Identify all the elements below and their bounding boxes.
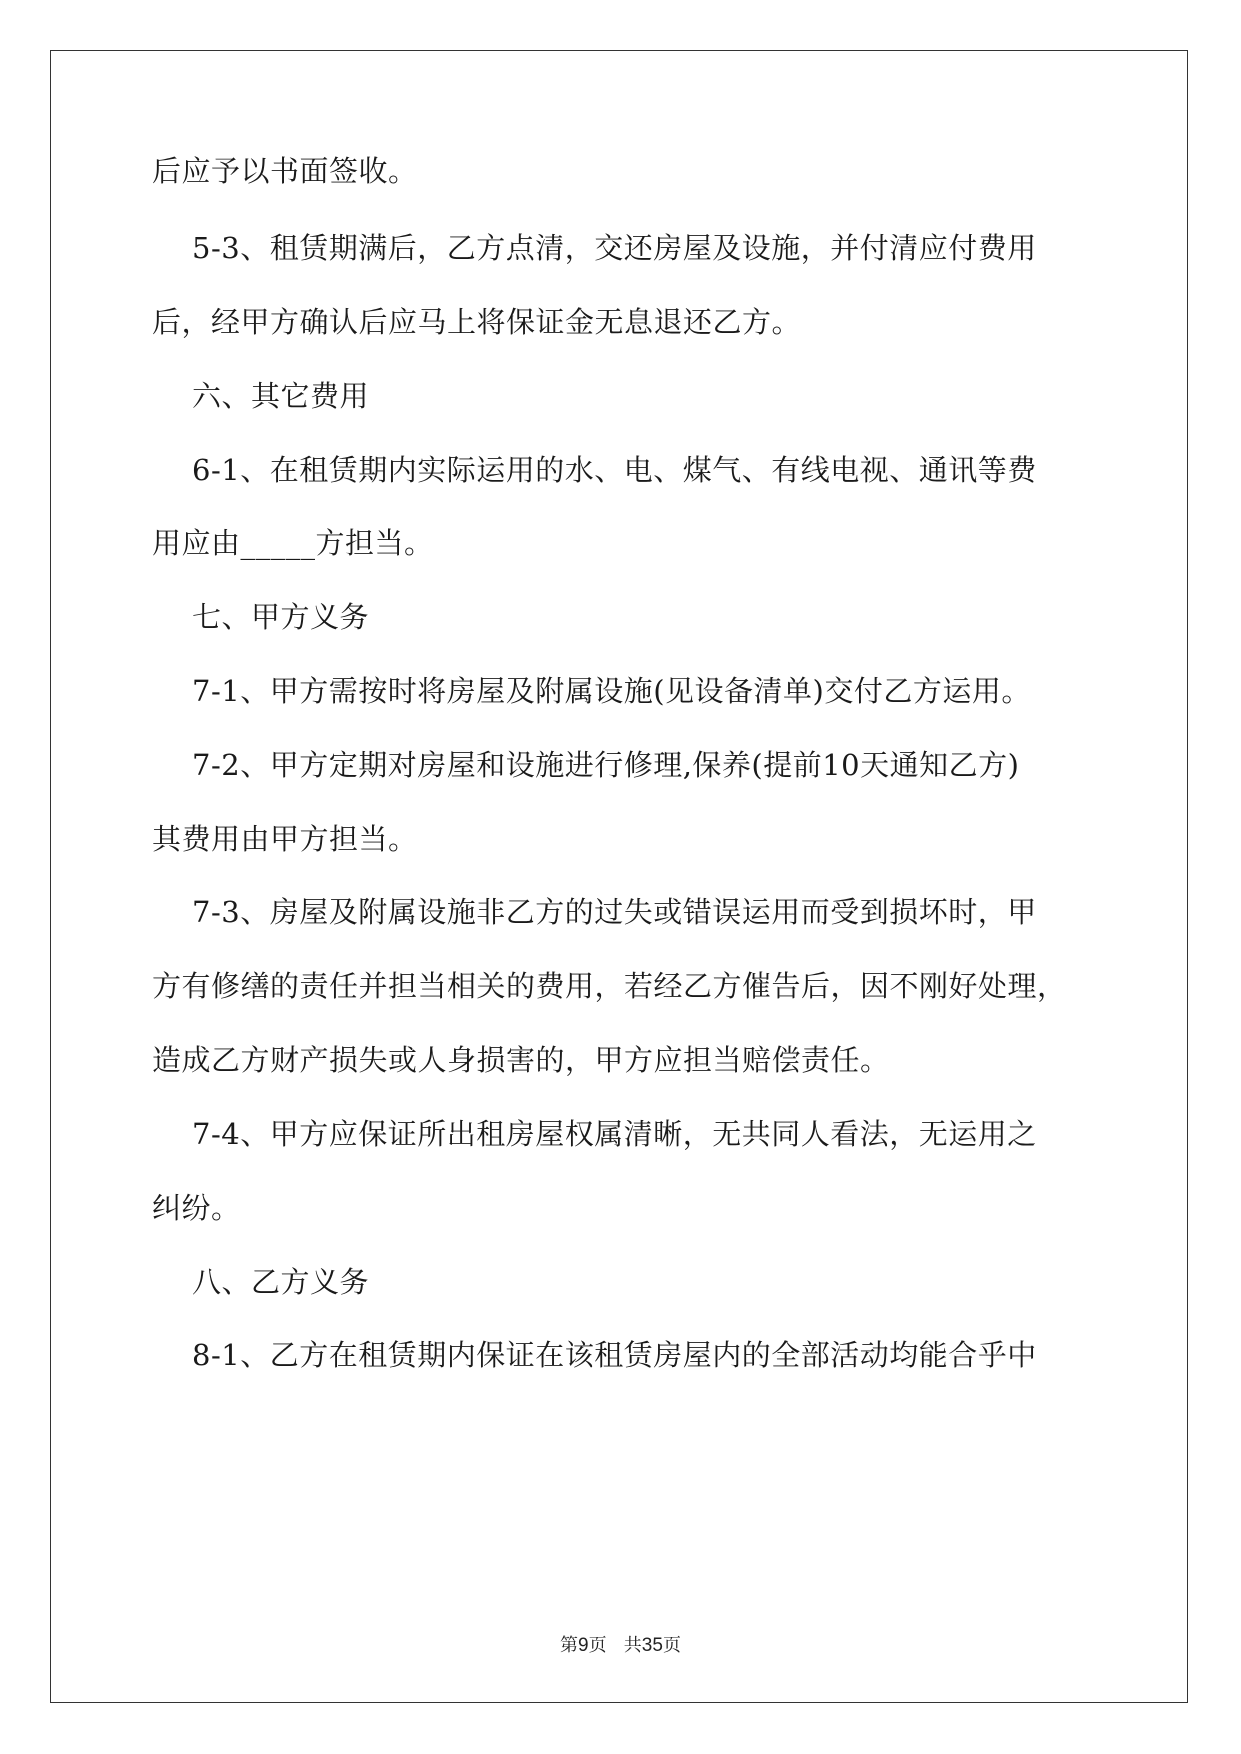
footer-total-pages: 35: [641, 1635, 663, 1656]
footer-total-prefix: 共: [623, 1635, 642, 1656]
page-border: [50, 50, 1188, 1703]
footer-total-suffix: 页: [662, 1635, 681, 1656]
page-footer: [0, 1634, 1241, 1658]
text-line: 7-2、甲方定期对房屋和设施进行修理,保养(提前10天通知乙方): [192, 748, 1020, 782]
text-line: 7-3、房屋及附属设施非乙方的过失或错误运用而受到损坏时，甲: [192, 895, 1037, 929]
text-line: 用应由_____方担当。: [152, 526, 434, 560]
text-line: 6-1、在租赁期内实际运用的水、电、煤气、有线电视、通讯等费: [192, 453, 1037, 487]
text-line: 7-4、甲方应保证所出租房屋权属清晰，无共同人看法，无运用之: [192, 1117, 1037, 1151]
footer-page-number: 9: [578, 1635, 589, 1656]
text-line: 后应予以书面签收。: [152, 154, 418, 188]
text-line: 纠纷。: [152, 1191, 241, 1225]
text-line: 造成乙方财产损失或人身损害的，甲方应担当赔偿责任。: [152, 1043, 890, 1077]
section-heading: 八、乙方义务: [192, 1265, 370, 1299]
footer-prefix: 第: [560, 1635, 579, 1656]
text-line: 5-3、租赁期满后，乙方点清，交还房屋及设施，并付清应付费用: [192, 231, 1037, 265]
footer-page-suffix: 页: [588, 1635, 607, 1656]
text-line: 方有修缮的责任并担当相关的费用，若经乙方催告后，因不刚好处理，: [152, 969, 1067, 1003]
text-line: 8-1、乙方在租赁期内保证在该租赁房屋内的全部活动均能合乎中: [192, 1338, 1037, 1372]
section-heading: 七、甲方义务: [192, 600, 370, 634]
text-line: 7-1、甲方需按时将房屋及附属设施(见设备清单)交付乙方运用。: [192, 674, 1031, 708]
text-line: 其费用由甲方担当。: [152, 822, 418, 856]
text-line: 后，经甲方确认后应马上将保证金无息退还乙方。: [152, 305, 802, 339]
section-heading: 六、其它费用: [192, 379, 370, 413]
